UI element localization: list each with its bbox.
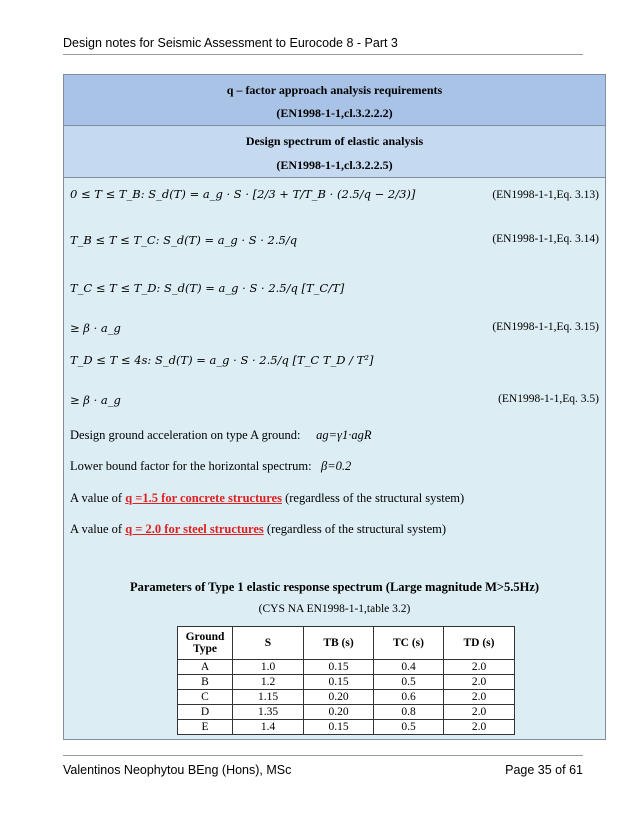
table-row [178,705,515,720]
lower-bound-line [70,459,351,474]
table-header-cell: TC (s) [374,627,444,660]
spectrum-parameters-table [177,626,515,735]
table-header-cell: S [233,627,304,660]
table-row [178,660,515,675]
table-cell: 0.5 [374,720,444,735]
page-header-title: Design notes for Seismic Assessment to Eurocode 8 - Part 3 [63,36,398,50]
table-cell: 2.0 [444,720,515,735]
table-header-cell: TB (s) [304,627,374,660]
table-cell: D [178,705,233,720]
ground-acceleration-label: Design ground acceleration on type A ground: [70,428,301,442]
equation-3-15-lower-bound: ≥ β · a_g [70,321,121,335]
equation-3-5-ref: (EN1998-1-1,Eq. 3.5) [498,393,599,405]
table-cell: E [178,720,233,735]
concrete-q-suffix: (regardless of the structural system) [285,491,465,505]
footer-author: Valentinos Neophytou BEng (Hons), MSc [63,763,292,777]
table-cell: 1.35 [233,705,304,720]
table-cell: 0.8 [374,705,444,720]
table-cell: 2.0 [444,675,515,690]
table-cell: 0.5 [374,675,444,690]
table-cell: 0.15 [304,660,374,675]
table-cell: 0.4 [374,660,444,675]
equation-3-13: 0 ≤ T ≤ T_B: S_d(T) = a_g · S · [2/3 + T/T_B · (2.5/q − 2/3)] [70,187,416,201]
table-cell: 2.0 [444,705,515,720]
table-header-cell: TD (s) [444,627,515,660]
q-factor-band [64,75,605,126]
lower-bound-value: β=0.2 [320,459,352,473]
table-cell: 0.20 [304,690,374,705]
table-row [178,675,515,690]
table-cell: 2.0 [444,660,515,675]
design-spectrum-band [64,126,605,178]
equation-3-14-ref: (EN1998-1-1,Eq. 3.14) [492,233,599,245]
table-row [178,690,515,705]
table-cell: 1.0 [233,660,304,675]
ground-acceleration-line [70,428,372,443]
header-divider [63,54,583,55]
concrete-q-prefix: A value of [70,491,123,505]
design-spectrum-heading: Design spectrum of elastic analysis [245,134,424,148]
steel-q-highlight: q = 2.0 for steel structures [125,522,264,536]
equation-3-15-ref: (EN1998-1-1,Eq. 3.15) [492,321,599,333]
table-row [178,720,515,735]
footer-page-number: Page 35 of 61 [505,763,583,777]
q-factor-clause: (EN1998-1-1,cl.3.2.2.2) [276,106,393,120]
equation-3-15: T_C ≤ T ≤ T_D: S_d(T) = a_g · S · 2.5/q [T_C/T] [70,281,345,295]
parameters-title: Parameters of Type 1 elastic response spectrum (Large magnitude M>5.5Hz) [129,580,540,594]
steel-q-suffix: (regardless of the structural system) [266,522,447,536]
table-cell: 1.4 [233,720,304,735]
table-cell: B [178,675,233,690]
design-spectrum-clause: (EN1998-1-1,cl.3.2.2.5) [276,158,393,172]
table-cell: 1.15 [233,690,304,705]
footer-divider [63,755,583,756]
equation-3-13-ref: (EN1998-1-1,Eq. 3.13) [492,189,599,201]
table-cell: C [178,690,233,705]
steel-q-prefix: A value of [70,522,123,536]
table-cell: A [178,660,233,675]
parameters-reference: (CYS NA EN1998-1-1,table 3.2) [258,603,411,615]
table-cell: 0.6 [374,690,444,705]
steel-q-line [70,522,446,537]
equation-3-5-lower-bound: ≥ β · a_g [70,393,121,407]
table-cell: 0.15 [304,675,374,690]
table-cell: 0.20 [304,705,374,720]
table-cell: 0.15 [304,720,374,735]
table-cell: 2.0 [444,690,515,705]
table-header-cell: Ground Type [178,627,233,660]
equation-3-5: T_D ≤ T ≤ 4s: S_d(T) = a_g · S · 2.5/q [T_C T_D / T²] [70,353,374,367]
table-cell: 1.2 [233,675,304,690]
table-header-row [178,627,515,660]
q-factor-heading: q – factor approach analysis requirements [226,83,443,97]
ground-acceleration-value: ag=γ1·agR [316,428,372,442]
equation-3-14: T_B ≤ T ≤ T_C: S_d(T) = a_g · S · 2.5/q [70,233,298,247]
requirements-box [63,74,606,740]
concrete-q-line [70,491,464,506]
concrete-q-highlight: q =1.5 for concrete structures [125,491,282,505]
lower-bound-label: Lower bound factor for the horizontal spectrum: [70,459,312,473]
